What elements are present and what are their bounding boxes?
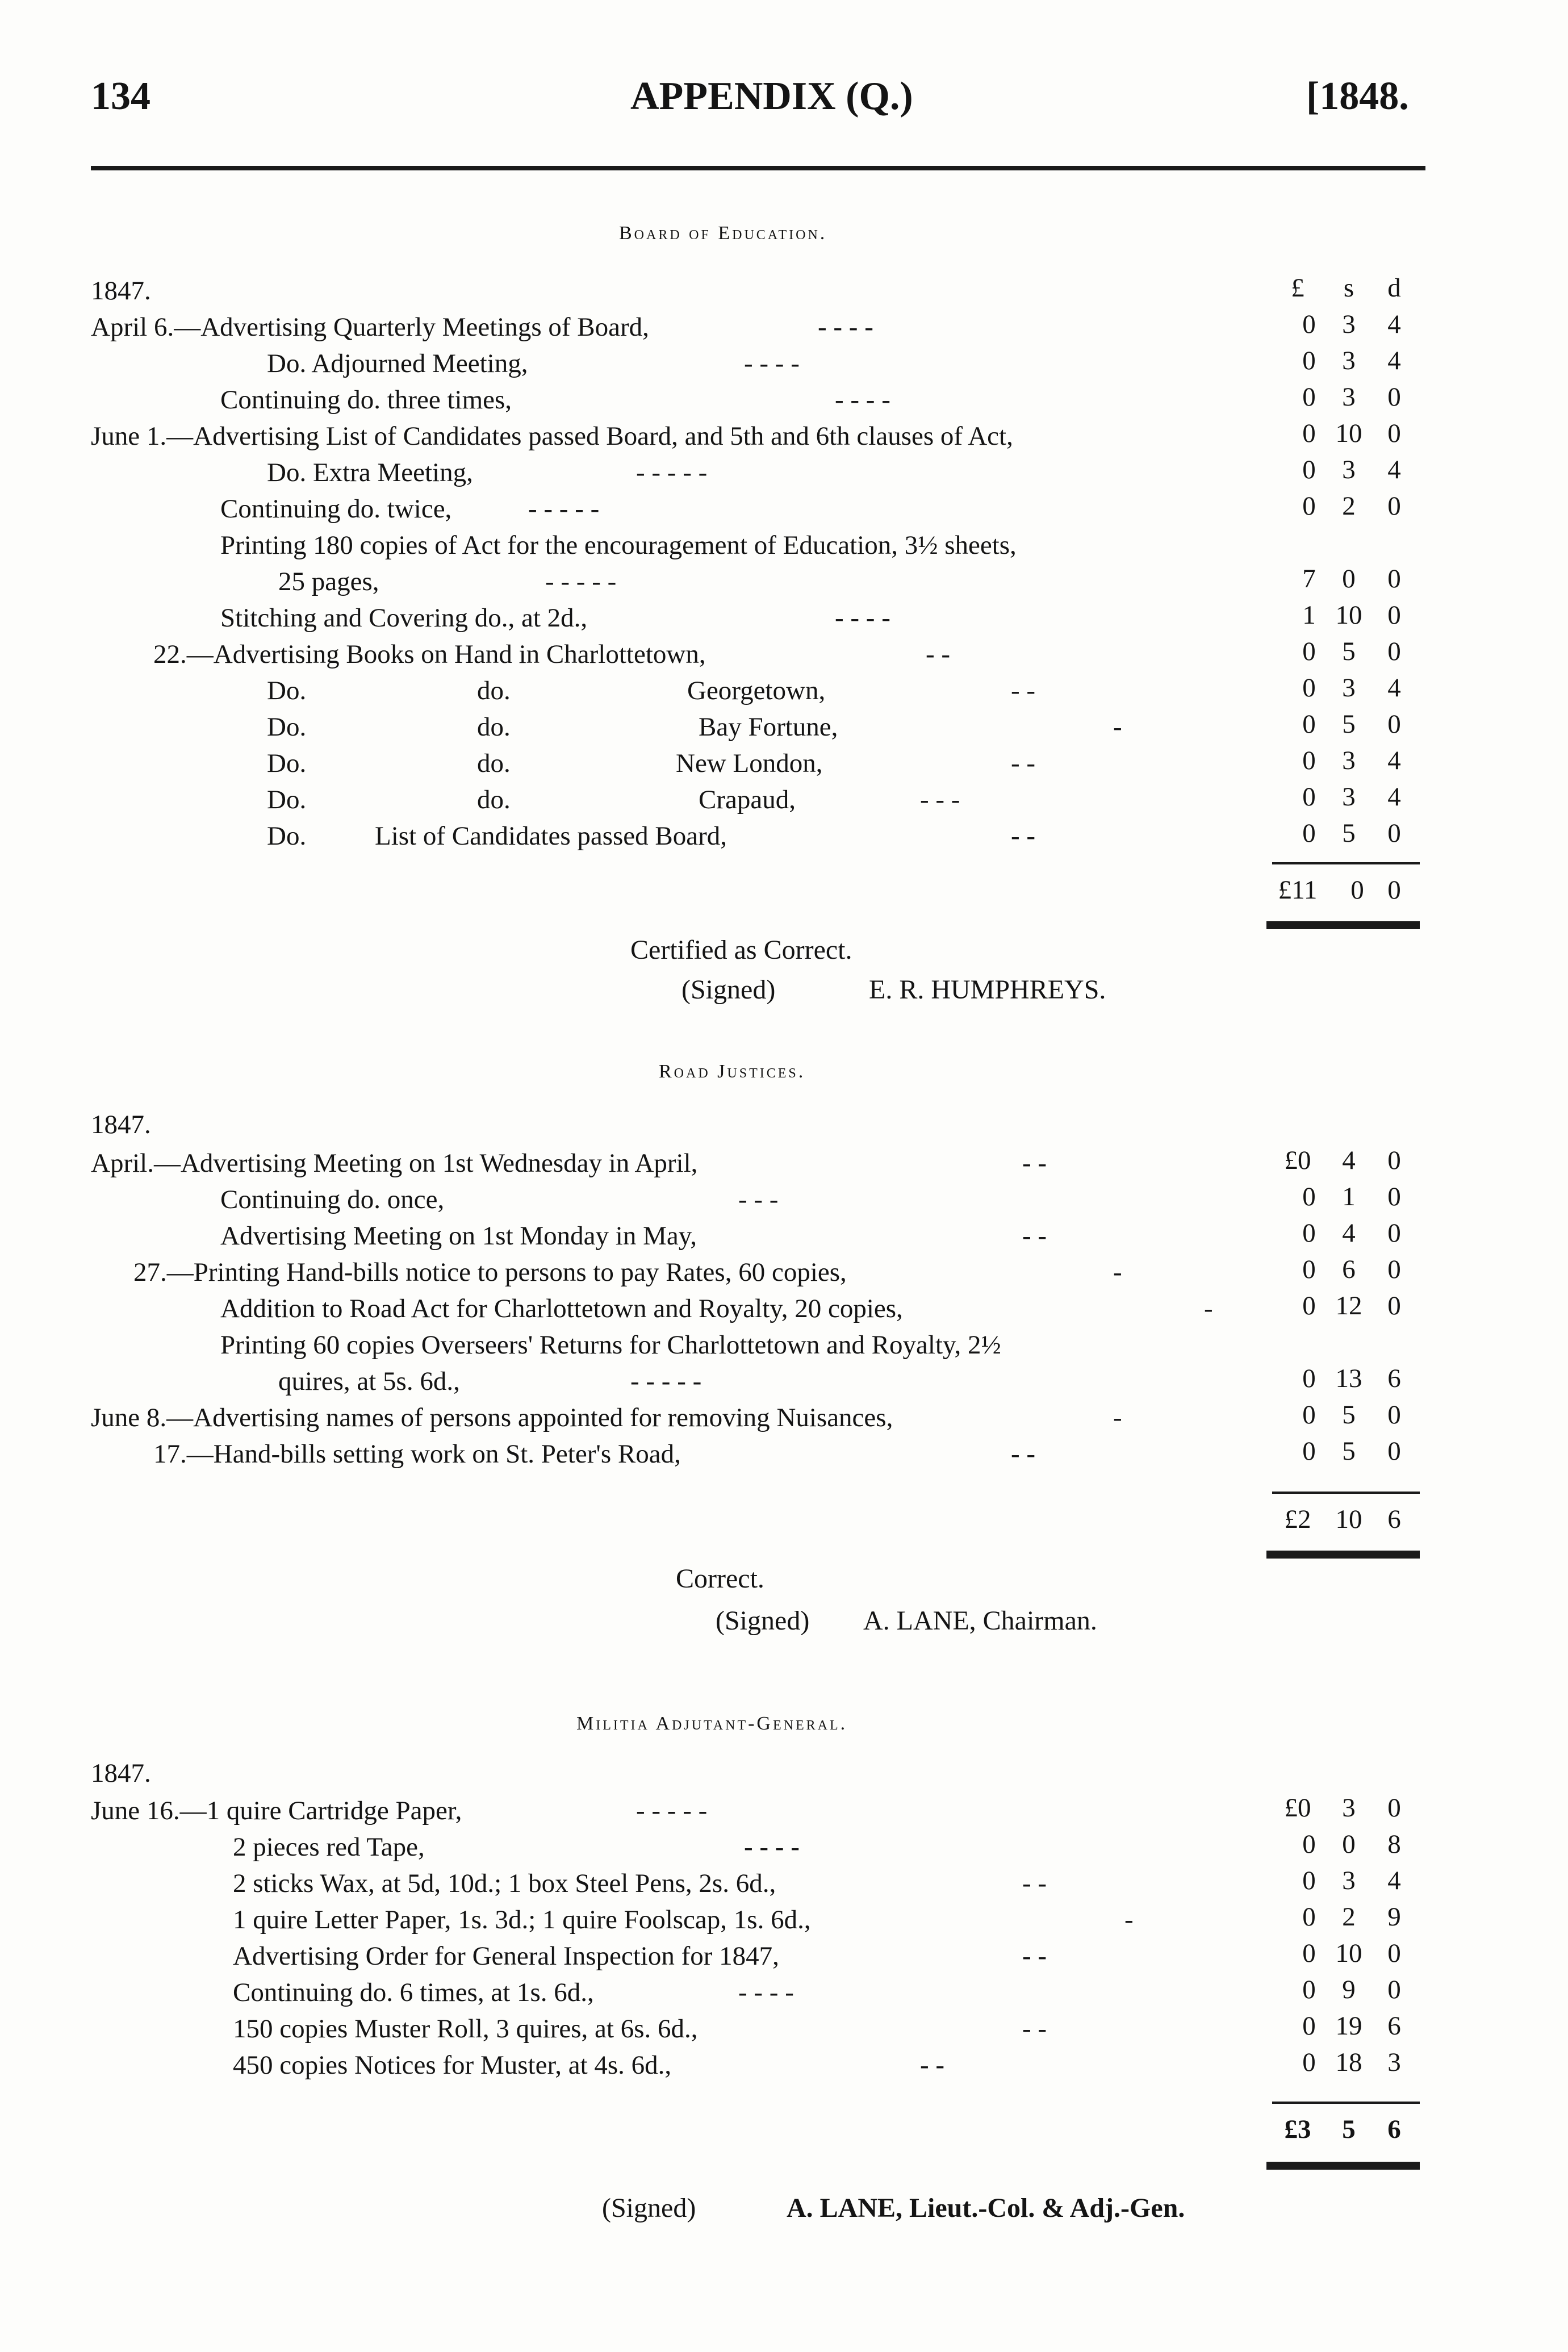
ledger-row-text: Continuing do. twice,: [220, 494, 452, 524]
amount-shillings: 3: [1342, 455, 1356, 484]
board-year: 1847.: [91, 276, 151, 306]
amount-pounds: 0: [1302, 1182, 1316, 1211]
amount-shillings: 0: [1342, 1829, 1356, 1859]
amount-pounds: 0: [1302, 1866, 1316, 1895]
certification: Correct.: [676, 1564, 764, 1594]
signed-label: (Signed): [681, 975, 776, 1005]
total-rule: [1272, 862, 1420, 864]
amount-shillings: 3: [1342, 382, 1356, 412]
ledger-row-text: June 8.—Advertising names of persons appointed for removing Nuisances,: [91, 1403, 893, 1432]
ledger-row-text: Do. Adjourned Meeting,: [267, 349, 528, 378]
ledger-row-text: 25 pages,: [278, 567, 379, 596]
amount-pounds: £0: [1284, 1793, 1311, 1823]
amount-pounds: 0: [1302, 346, 1316, 375]
signatory: A. LANE, Lieut.-Col. & Adj.-Gen.: [787, 2193, 1185, 2223]
amount-pounds: 0: [1302, 782, 1316, 812]
ledger-row-text: Printing 60 copies Overseers' Returns for Charlottetown and Royalty, 2½: [220, 1330, 1001, 1360]
amount-pounds: 0: [1302, 491, 1316, 521]
amount-pounds: 0: [1302, 382, 1316, 412]
amount-pence: 0: [1387, 382, 1401, 412]
ledger-row-text: Advertising Meeting on 1st Monday in May,: [220, 1221, 697, 1251]
amount-pounds: 0: [1302, 1902, 1316, 1932]
ditto: do.: [477, 676, 511, 705]
page-title: APPENDIX (Q.): [630, 74, 913, 118]
amount-pounds: 0: [1302, 1255, 1316, 1284]
leader-dots: - - - -: [835, 603, 890, 633]
amount-pounds: 0: [1302, 637, 1316, 666]
amount-pence: 0: [1387, 637, 1401, 666]
page-number: 134: [91, 74, 150, 118]
amount-pence: 4: [1387, 346, 1401, 375]
amount-shillings: 9: [1342, 1975, 1356, 2004]
amount-pounds: 0: [1302, 419, 1316, 448]
amount-pounds: 0: [1302, 1939, 1316, 1968]
ledger-row-text: Continuing do. 6 times, at 1s. 6d.,: [233, 1978, 594, 2007]
leader-dots: - - - - -: [528, 494, 600, 524]
leader-dots: -: [1113, 1403, 1122, 1432]
leader-dots: - -: [1022, 2014, 1047, 2044]
amount-pounds: 0: [1302, 455, 1316, 484]
amount-pence: 4: [1387, 782, 1401, 812]
amount-shillings: 6: [1342, 1255, 1356, 1284]
amount-pence: 0: [1387, 1255, 1401, 1284]
amount-pence: 0: [1387, 1436, 1401, 1466]
signatory: A. LANE, Chairman.: [863, 1606, 1097, 1636]
amount-pence: 0: [1387, 1793, 1401, 1823]
ledger-row-text: June 16.—1 quire Cartridge Paper,: [91, 1796, 462, 1825]
total-double-rule: [1266, 2162, 1420, 2170]
amount-pounds: 0: [1302, 1400, 1316, 1430]
ditto: do.: [477, 785, 511, 814]
amount-pounds: 0: [1302, 673, 1316, 703]
ledger-row-text: 150 copies Muster Roll, 3 quires, at 6s. 6d.,: [233, 2014, 698, 2044]
ledger-row-text: Do.: [267, 676, 307, 705]
amount-pounds: £0: [1284, 1146, 1311, 1175]
total-double-rule: [1266, 1551, 1420, 1559]
amount-shillings: 3: [1342, 1793, 1356, 1823]
col-pence: d: [1387, 273, 1401, 303]
leader-dots: - - - - -: [545, 567, 617, 596]
leader-dots: -: [1204, 1294, 1213, 1323]
place-name: New London,: [676, 749, 823, 778]
amount-shillings: 5: [1342, 818, 1356, 848]
ledger-row-text: Do.: [267, 821, 307, 851]
amount-shillings: 4: [1342, 1218, 1356, 1248]
amount-shillings: 0: [1342, 564, 1356, 594]
amount-pence: 3: [1387, 2048, 1401, 2077]
ledger-row-text: 1 quire Letter Paper, 1s. 3d.; 1 quire Foolscap, 1s. 6d.,: [233, 1905, 811, 1935]
leader-dots: - -: [1011, 1439, 1036, 1469]
place-name: Crapaud,: [699, 785, 796, 814]
leader-dots: - -: [1022, 1869, 1047, 1898]
ledger-row-text: 22.—Advertising Books on Hand in Charlottetown,: [153, 640, 706, 669]
col-shillings: s: [1343, 273, 1354, 303]
ledger-row-text: Do.: [267, 785, 307, 814]
amount-shillings: 10: [1335, 600, 1362, 630]
ledger-row-text: April.—Advertising Meeting on 1st Wednesday in April,: [91, 1148, 698, 1178]
amount-pence: 0: [1387, 600, 1401, 630]
militia-year: 1847.: [91, 1758, 151, 1788]
leader-dots: - -: [926, 640, 951, 669]
amount-shillings: 2: [1342, 1902, 1356, 1932]
amount-shillings: 5: [1342, 1400, 1356, 1430]
section-title-militia: Militia Adjutant-General.: [576, 1713, 848, 1734]
amount-shillings: 3: [1342, 1866, 1356, 1895]
amount-pence: 6: [1387, 1364, 1401, 1393]
ledger-row-text: Do.: [267, 749, 307, 778]
amount-pounds: 0: [1302, 2048, 1316, 2077]
amount-pounds: 0: [1302, 310, 1316, 339]
amount-shillings: 12: [1335, 1291, 1362, 1321]
total-rule: [1272, 2102, 1420, 2104]
amount-shillings: 10: [1335, 419, 1362, 448]
leader-dots: - - -: [920, 785, 960, 814]
leader-dots: - -: [1011, 749, 1036, 778]
amount-shillings: 5: [1342, 637, 1356, 666]
total-pence: 0: [1387, 875, 1401, 905]
ledger-row-text: Advertising Order for General Inspection for 1847,: [233, 1941, 779, 1971]
amount-shillings: 3: [1342, 673, 1356, 703]
amount-pence: 0: [1387, 419, 1401, 448]
ledger-row-text: Continuing do. once,: [220, 1185, 445, 1214]
amount-pence: 0: [1387, 1146, 1401, 1175]
signed-label: (Signed): [602, 2193, 696, 2223]
total-pence: 6: [1387, 2115, 1401, 2144]
amount-shillings: 3: [1342, 346, 1356, 375]
amount-pounds: 0: [1302, 1218, 1316, 1248]
leader-dots: - - - - -: [630, 1367, 702, 1396]
total-double-rule: [1266, 921, 1420, 929]
leader-dots: - - -: [738, 1185, 779, 1214]
leader-dots: - -: [1022, 1941, 1047, 1971]
ledger-row-text: 27.—Printing Hand-bills notice to persons to pay Rates, 60 copies,: [133, 1258, 847, 1287]
leader-dots: - -: [920, 2050, 945, 2080]
ledger-row-text: Addition to Road Act for Charlottetown and Royalty, 20 copies,: [220, 1294, 903, 1323]
amount-pence: 9: [1387, 1902, 1401, 1932]
ledger-row-text: quires, at 5s. 6d.,: [278, 1367, 460, 1396]
ledger-row-text: June 1.—Advertising List of Candidates passed Board, and 5th and 6th clauses of Act,: [91, 421, 1013, 451]
amount-shillings: 3: [1342, 782, 1356, 812]
leader-dots: - - - - -: [636, 458, 708, 487]
ledger-row-text: Do. Extra Meeting,: [267, 458, 473, 487]
ledger-row-text: 2 sticks Wax, at 5d, 10d.; 1 box Steel Pens, 2s. 6d.,: [233, 1869, 776, 1898]
amount-shillings: 1: [1342, 1182, 1356, 1211]
amount-shillings: 13: [1335, 1364, 1362, 1393]
certification: Certified as Correct.: [630, 935, 852, 965]
header-year: [1848.: [1306, 74, 1409, 118]
total-rule: [1272, 1492, 1420, 1494]
amount-pence: 4: [1387, 310, 1401, 339]
ledger-row-text: Continuing do. three times,: [220, 385, 512, 415]
amount-pence: 0: [1387, 1218, 1401, 1248]
amount-pence: 4: [1387, 1866, 1401, 1895]
section-title-road: Road Justices.: [659, 1061, 806, 1082]
place-name: Bay Fortune,: [699, 712, 838, 742]
amount-shillings: 3: [1342, 746, 1356, 775]
leader-dots: - -: [1011, 821, 1036, 851]
total-pounds: £2: [1284, 1505, 1311, 1534]
road-year: 1847.: [91, 1110, 151, 1139]
amount-pence: 0: [1387, 1400, 1401, 1430]
amount-pounds: 0: [1302, 818, 1316, 848]
amount-shillings: 19: [1335, 2011, 1362, 2041]
amount-shillings: 18: [1335, 2048, 1362, 2077]
amount-shillings: 10: [1335, 1939, 1362, 1968]
amount-pence: 8: [1387, 1829, 1401, 1859]
amount-pence: 0: [1387, 1291, 1401, 1321]
leader-dots: -: [1124, 1905, 1134, 1935]
total-pounds: £11: [1278, 875, 1318, 905]
section-title-board: Board of Education.: [619, 223, 827, 244]
ledger-row-text: April 6.—Advertising Quarterly Meetings of Board,: [91, 312, 649, 342]
amount-pounds: 7: [1302, 564, 1316, 594]
leader-dots: - - - -: [818, 312, 873, 342]
leader-dots: - - - -: [744, 349, 800, 378]
leader-dots: - -: [1022, 1148, 1047, 1178]
amount-pence: 4: [1387, 673, 1401, 703]
amount-pounds: 0: [1302, 709, 1316, 739]
amount-pence: 4: [1387, 746, 1401, 775]
amount-pounds: 0: [1302, 1829, 1316, 1859]
header-rule: [91, 166, 1425, 170]
ditto: do.: [477, 712, 511, 742]
leader-dots: - -: [1011, 676, 1036, 705]
ledger-row-text: 2 pieces red Tape,: [233, 1832, 425, 1862]
amount-shillings: 5: [1342, 1436, 1356, 1466]
amount-pence: 0: [1387, 564, 1401, 594]
ledger-row-text: Do.: [267, 712, 307, 742]
leader-dots: - - - -: [835, 385, 890, 415]
total-shillings: 0: [1350, 875, 1364, 905]
total-pounds: £3: [1284, 2115, 1311, 2144]
amount-pence: 0: [1387, 1182, 1401, 1211]
amount-pence: 4: [1387, 455, 1401, 484]
signatory: E. R. HUMPHREYS.: [869, 975, 1106, 1005]
amount-pence: 0: [1387, 709, 1401, 739]
ledger-row-text: 17.—Hand-bills setting work on St. Peter's Road,: [153, 1439, 681, 1469]
amount-pounds: 0: [1302, 1291, 1316, 1321]
amount-pence: 0: [1387, 1975, 1401, 2004]
amount-shillings: 2: [1342, 491, 1356, 521]
leader-dots: - -: [1022, 1221, 1047, 1251]
leader-dots: -: [1113, 1258, 1122, 1287]
amount-pounds: 1: [1302, 600, 1316, 630]
ledger-row-text: Stitching and Covering do., at 2d.,: [220, 603, 588, 633]
ditto: do.: [477, 749, 511, 778]
signed-label: (Signed): [716, 1606, 810, 1636]
amount-pounds: 0: [1302, 2011, 1316, 2041]
leader-dots: - - - -: [744, 1832, 800, 1862]
total-shillings: 5: [1342, 2115, 1356, 2144]
amount-pounds: 0: [1302, 1975, 1316, 2004]
amount-shillings: 4: [1342, 1146, 1356, 1175]
amount-pence: 6: [1387, 2011, 1401, 2041]
ledger-row-text: Printing 180 copies of Act for the encouragement of Education, 3½ sheets,: [220, 530, 1017, 560]
leader-dots: -: [1113, 712, 1122, 742]
place-name: Georgetown,: [687, 676, 826, 705]
amount-shillings: 5: [1342, 709, 1356, 739]
col-pounds: £: [1291, 273, 1304, 303]
amount-shillings: 3: [1342, 310, 1356, 339]
amount-pounds: 0: [1302, 1364, 1316, 1393]
amount-pounds: 0: [1302, 746, 1316, 775]
ditto: List of Candidates passed Board,: [375, 821, 727, 851]
total-pence: 6: [1387, 1505, 1401, 1534]
leader-dots: - - - - -: [636, 1796, 708, 1825]
ledger-row-text: 450 copies Notices for Muster, at 4s. 6d.,: [233, 2050, 672, 2080]
amount-pence: 0: [1387, 818, 1401, 848]
total-shillings: 10: [1335, 1505, 1362, 1534]
amount-pence: 0: [1387, 491, 1401, 521]
amount-pounds: 0: [1302, 1436, 1316, 1466]
amount-pence: 0: [1387, 1939, 1401, 1968]
leader-dots: - - - -: [738, 1978, 794, 2007]
